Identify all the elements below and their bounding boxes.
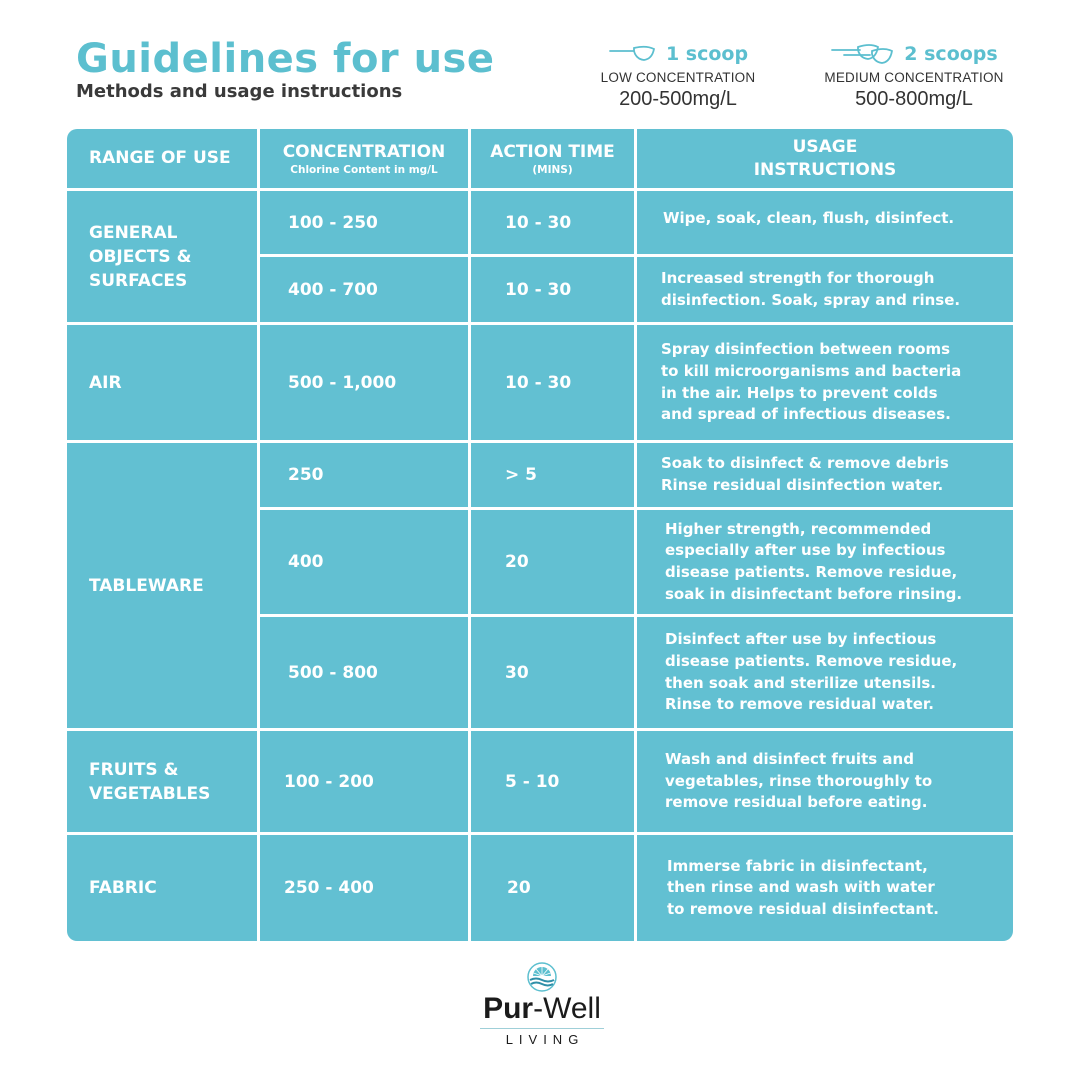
brand-name — [476, 992, 608, 1026]
usage-cell: Wash and disinfect fruits and vegetables, rinse thoroughly to remove residual before eating. — [637, 731, 1013, 832]
scoop-legend-medium — [822, 38, 1006, 111]
brand-divider — [480, 1028, 604, 1029]
scoop-label: 1 scoop — [665, 43, 749, 65]
action-time-cell: 20 — [471, 835, 634, 941]
action-time-cell: 5 - 10 — [471, 731, 634, 832]
usage-cell: Spray disinfection between rooms to kill microorganisms and bacteria in the air. Helps to prevent colds and spread of infectious diseases. — [637, 325, 1013, 440]
concentration-cell: 400 — [260, 510, 468, 614]
sunrise-wave-logo-icon — [527, 962, 557, 992]
concentration-level: LOW CONCENTRATION — [600, 70, 756, 85]
page-title: Guidelines for use — [76, 36, 495, 82]
brand-sub: LIVING — [505, 1032, 585, 1047]
concentration-level: MEDIUM CONCENTRATION — [824, 70, 1004, 85]
scoop-legend-low — [598, 38, 758, 111]
brand-name-bold: Pur — [483, 992, 534, 1025]
usage-table — [67, 129, 1013, 941]
usage-cell: Wipe, soak, clean, flush, disinfect. — [637, 191, 1013, 254]
header-action-time: ACTION TIME (MINS) — [471, 129, 634, 188]
concentration-range: 500-800mg/L — [855, 88, 973, 110]
concentration-cell: 100 - 250 — [260, 191, 468, 254]
header-concentration-sub: Chlorine Content in mg/L — [290, 163, 438, 176]
usage-cell: Immerse fabric in disinfectant, then rinse and wash with water to remove residual disinfectant. — [637, 835, 1013, 941]
brand-logo — [476, 962, 608, 1048]
category-air: AIR — [67, 325, 257, 440]
scoop-icon — [608, 43, 658, 65]
action-time-cell: 10 - 30 — [471, 325, 634, 440]
usage-cell: Higher strength, recommended especially after use by infectious disease patients. Remove residue, soak in disinfectant before rinsing. — [637, 510, 1013, 614]
action-time-cell: > 5 — [471, 443, 634, 507]
category-fruits-vegetables: FRUITS & VEGETABLES — [67, 731, 257, 832]
action-time-cell: 10 - 30 — [471, 191, 634, 254]
usage-cell: Disinfect after use by infectious disease patients. Remove residue, then soak and sterilize utensils. Rinse to remove residual water. — [637, 617, 1013, 728]
action-time-cell: 10 - 30 — [471, 257, 634, 322]
header-action-time-sub: (MINS) — [532, 163, 573, 176]
category-general-objects: GENERAL OBJECTS & SURFACES — [67, 191, 257, 322]
header-concentration: CONCENTRATION Chlorine Content in mg/L — [260, 129, 468, 188]
concentration-cell: 250 — [260, 443, 468, 507]
header-range-of-use: RANGE OF USE — [67, 129, 257, 188]
action-time-cell: 30 — [471, 617, 634, 728]
usage-cell: Increased strength for thorough disinfection. Soak, spray and rinse. — [637, 257, 1013, 322]
category-tableware: TABLEWARE — [67, 443, 257, 728]
usage-cell: Soak to disinfect & remove debris Rinse residual disinfection water. — [637, 443, 1013, 507]
header-usage-instructions: USAGE INSTRUCTIONS — [637, 129, 1013, 188]
brand-name-rest: -Well — [533, 992, 601, 1025]
concentration-cell: 100 - 200 — [260, 731, 468, 832]
concentration-cell: 500 - 800 — [260, 617, 468, 728]
concentration-cell: 250 - 400 — [260, 835, 468, 941]
category-fabric: FABRIC — [67, 835, 257, 941]
concentration-cell: 400 - 700 — [260, 257, 468, 322]
scoop-label: 2 scoops — [904, 43, 998, 65]
concentration-cell: 500 - 1,000 — [260, 325, 468, 440]
double-scoop-icon — [830, 42, 896, 66]
page-subtitle: Methods and usage instructions — [76, 81, 403, 102]
action-time-cell: 20 — [471, 510, 634, 614]
concentration-range: 200-500mg/L — [619, 88, 737, 110]
